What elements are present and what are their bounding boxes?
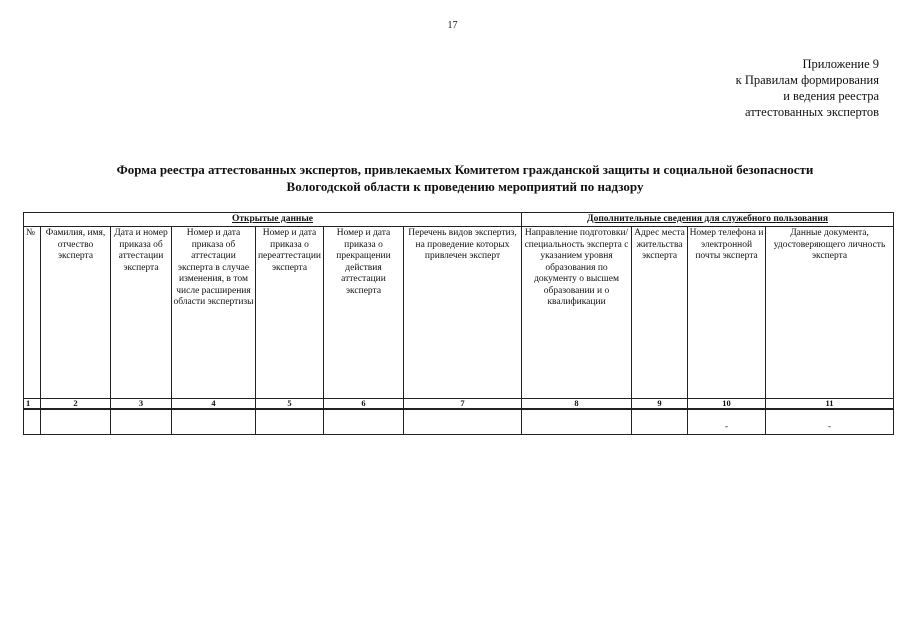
page-number: 17 — [447, 20, 458, 31]
title-line-1: Форма реестра аттестованных экспертов, привлекаемых Комитетом гражданской защиты и социальной безопасности — [116, 162, 814, 177]
header-cell: Дата и номер приказа об аттестации эксперта — [111, 227, 172, 399]
header-cell: Адрес места жительства эксперта — [632, 227, 688, 399]
column-number: 5 — [256, 399, 324, 410]
header-cell: Номер и дата приказа о прекращении действия аттестации эксперта — [324, 227, 404, 399]
header-cell: Номер телефона и электронной почты эксперта — [688, 227, 766, 399]
column-number: 2 — [41, 399, 111, 410]
header-cell: Перечень видов экспертиз, на проведение которых привлечен эксперт — [404, 227, 522, 399]
section-extra-data: Дополнительные сведения для служебного пользования — [522, 213, 894, 227]
title-line-2: Вологодской области к проведению мероприятий по надзору — [286, 179, 644, 194]
column-number: 11 — [766, 399, 894, 410]
column-header-row — [24, 227, 894, 399]
header-cell: Данные документа, удостоверяющего личность эксперта — [766, 227, 894, 399]
appendix-note — [736, 56, 879, 120]
column-number-row — [24, 399, 894, 410]
data-cell — [522, 409, 632, 435]
column-number: 3 — [111, 399, 172, 410]
document-title — [40, 161, 890, 195]
data-cell — [404, 409, 522, 435]
appendix-line-4: аттестованных экспертов — [745, 105, 879, 119]
appendix-line-3: и ведения реестра — [783, 89, 879, 103]
table-row — [24, 409, 894, 435]
column-number: 9 — [632, 399, 688, 410]
data-cell — [256, 409, 324, 435]
header-cell: Направление подготовки/специальность эксперта с указанием уровня образования по документу о высшем образовании и о квалификации — [522, 227, 632, 399]
appendix-line-1: Приложение 9 — [802, 57, 879, 71]
header-cell: Фамилия, имя, отчество эксперта — [41, 227, 111, 399]
column-number: 7 — [404, 399, 522, 410]
data-cell: - — [766, 409, 894, 435]
registry-table — [23, 212, 894, 435]
data-cell: - — [688, 409, 766, 435]
data-cell — [324, 409, 404, 435]
column-number: 6 — [324, 399, 404, 410]
column-number: 10 — [688, 399, 766, 410]
data-cell — [111, 409, 172, 435]
header-cell: Номер и дата приказа об аттестации эксперта в случае изменения, в том числе расширения области экспертизы — [172, 227, 256, 399]
section-open-data: Открытые данные — [24, 213, 522, 227]
data-cell — [41, 409, 111, 435]
data-cell — [172, 409, 256, 435]
data-cell — [24, 409, 41, 435]
data-cell — [632, 409, 688, 435]
column-number: 1 — [24, 399, 41, 410]
column-number: 4 — [172, 399, 256, 410]
column-number: 8 — [522, 399, 632, 410]
header-cell: Номер и дата приказа о переаттестации эксперта — [256, 227, 324, 399]
header-cell: № — [24, 227, 41, 399]
appendix-line-2: к Правилам формирования — [735, 73, 879, 87]
section-header-row — [24, 213, 894, 227]
